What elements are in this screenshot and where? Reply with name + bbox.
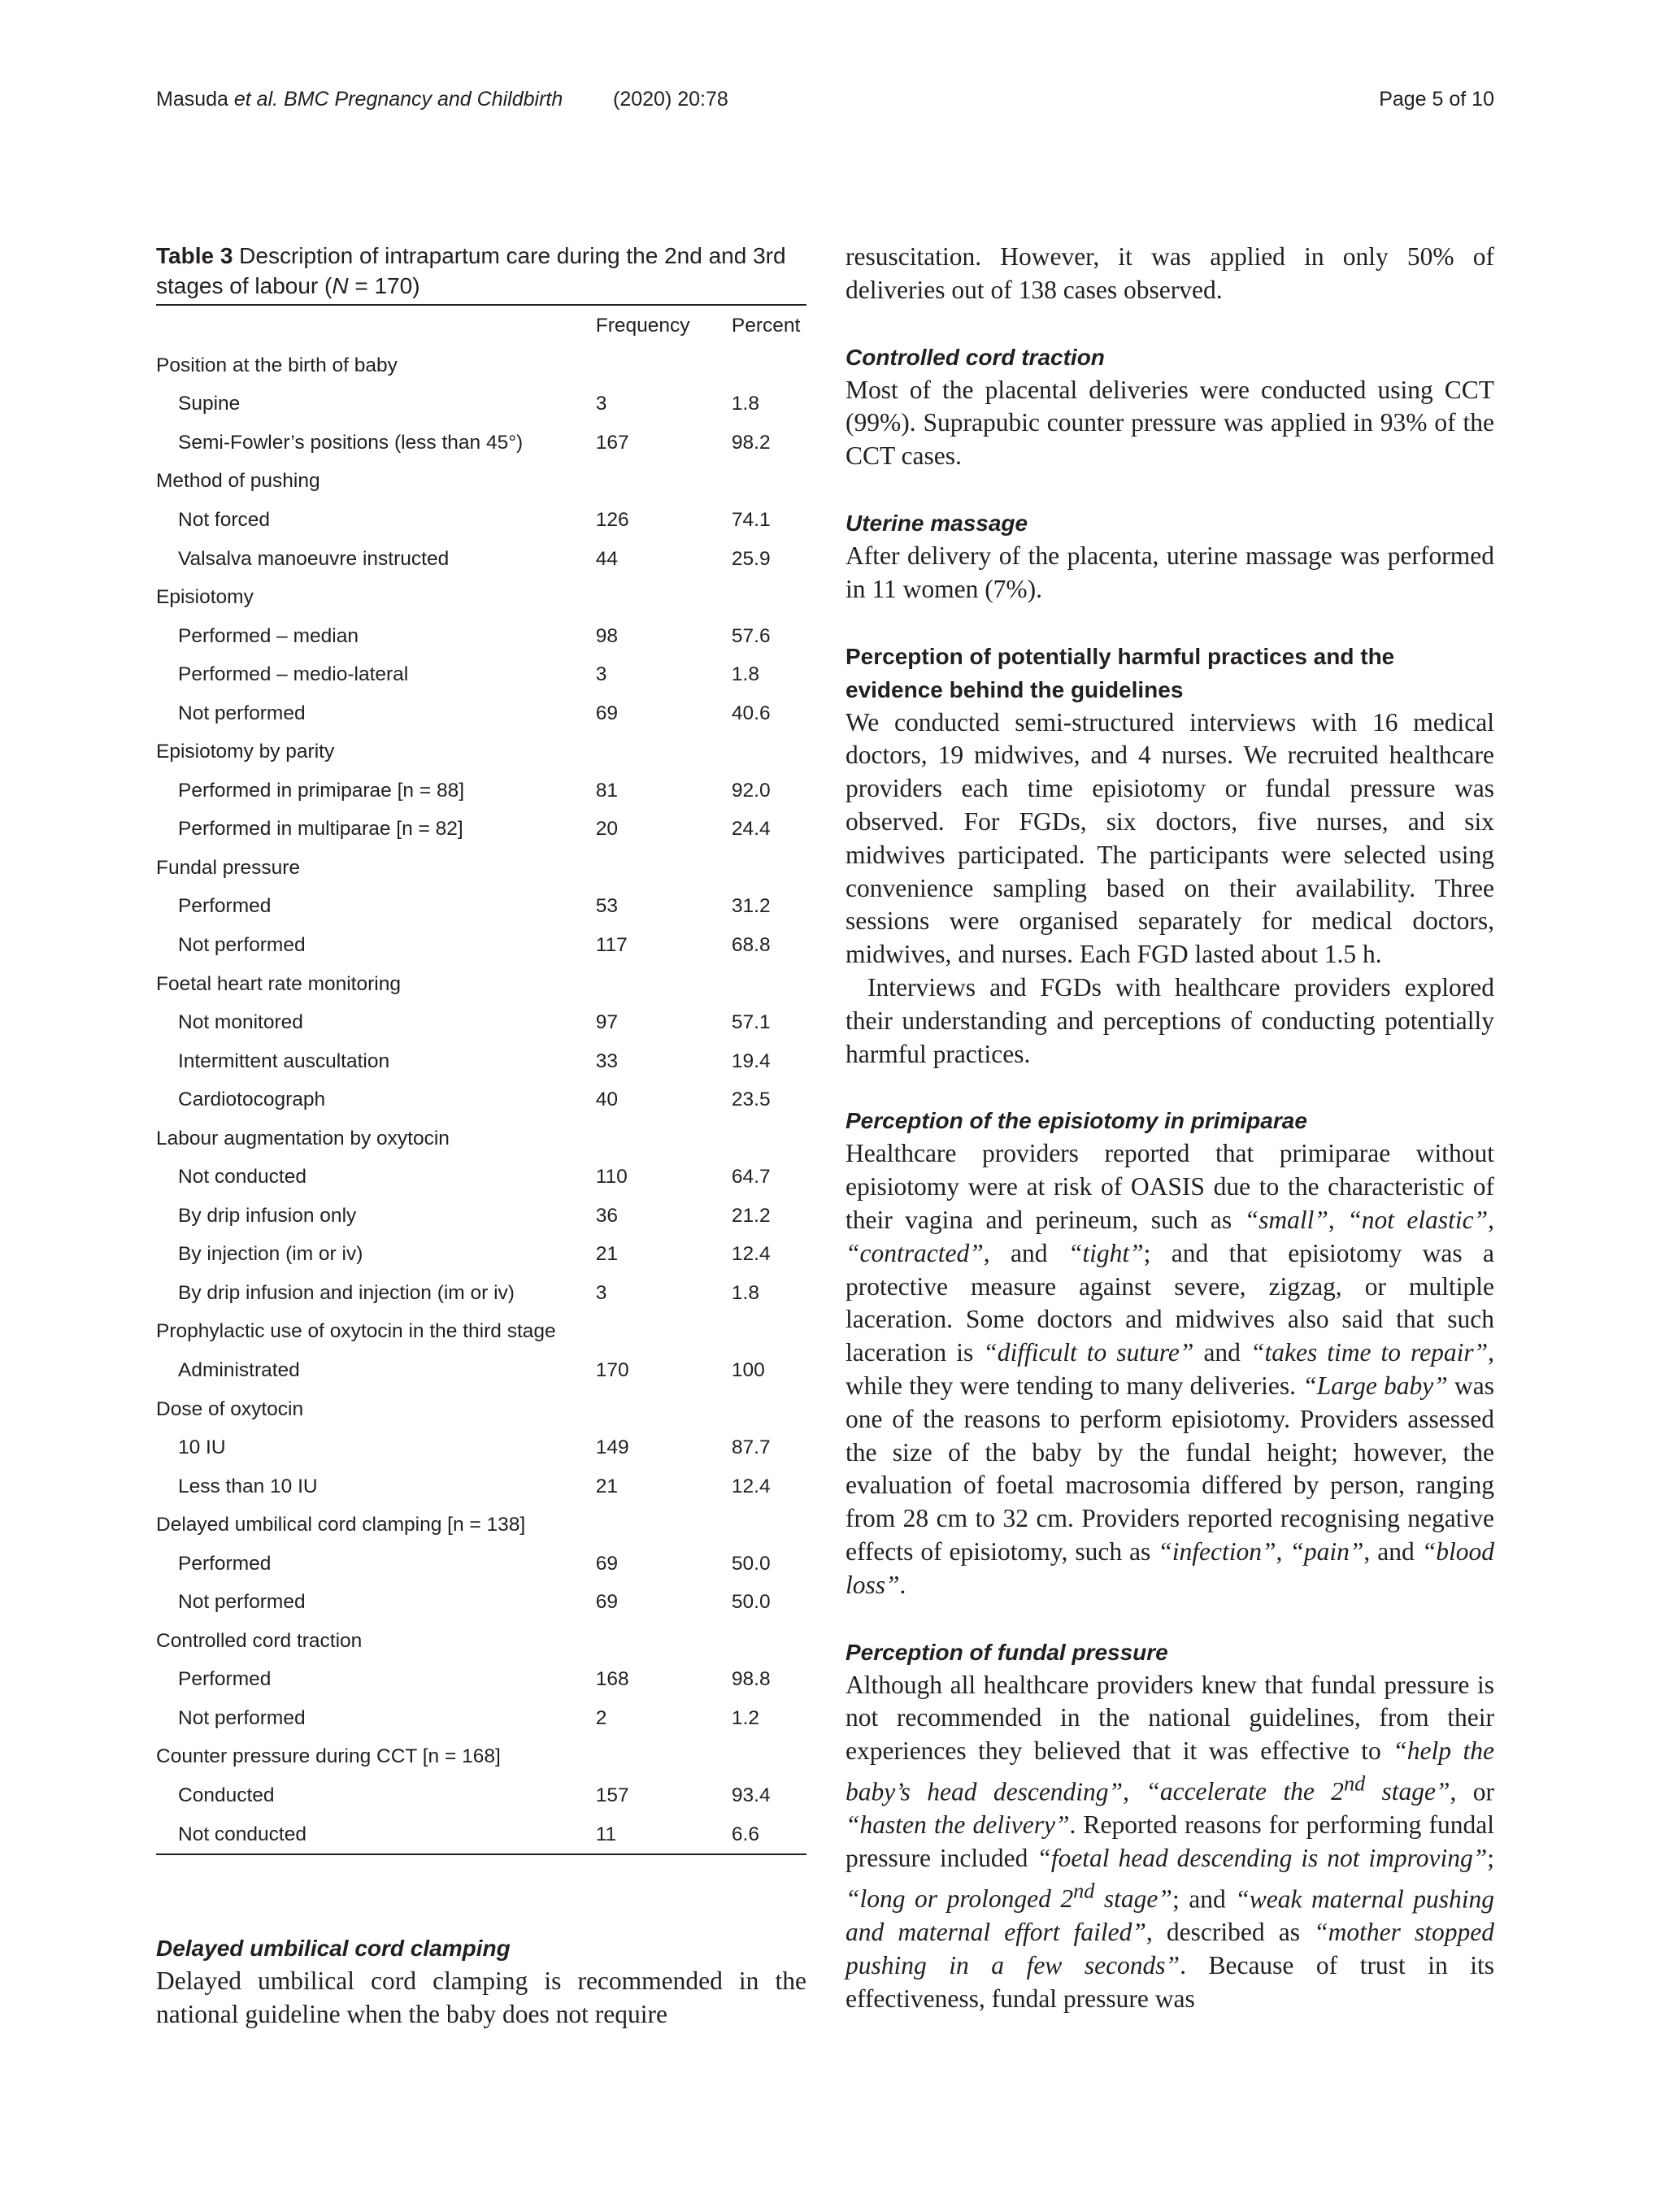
- table-row: [156, 1699, 806, 1738]
- row-percent: 1.2: [731, 1706, 759, 1729]
- paragraph-fundal-pressure: Although all healthcare providers knew that fundal pressure is not recommended in the national guidelines, from their experiences they believed that it was effective to “help the baby’s head descending”, “accelerate the 2nd stage”, or “hasten the delivery”. Reported reasons for performing fundal pressure included “foetal head descending is not improving”; “long or prolonged 2nd stage”; and “weak maternal pushing and maternal effort failed”, described as “mother stopped pushing in a few seconds”. Because of trust in its effectiveness, fundal pressure was: [846, 1670, 1495, 2013]
- row-label: Performed: [178, 1552, 272, 1575]
- table-row: [156, 655, 806, 694]
- row-percent: 31.2: [731, 895, 771, 918]
- row-frequency: 69: [595, 1591, 618, 1614]
- row-percent: [732, 1390, 806, 1429]
- table-group-row: [156, 463, 806, 502]
- row-label: Less than 10 IU: [178, 1475, 318, 1497]
- row-percent: 100: [731, 1358, 765, 1381]
- row-percent: 93.4: [731, 1784, 771, 1806]
- table-row: [156, 501, 806, 540]
- row-label: By injection (im or iv): [178, 1243, 363, 1266]
- page-number: Page 5 of 10: [1379, 88, 1494, 111]
- row-frequency: 69: [595, 702, 618, 724]
- row-label: 10 IU: [178, 1436, 226, 1459]
- heading-fundal-pressure: Perception of fundal pressure: [846, 1639, 1168, 1665]
- row-percent: 12.4: [731, 1475, 771, 1497]
- row-label: Not conducted: [178, 1166, 306, 1189]
- row-frequency: 44: [595, 547, 618, 570]
- row-label: Position at the birth of baby: [156, 354, 398, 376]
- row-percent: [732, 732, 806, 771]
- paragraph-uterine-massage: After delivery of the placenta, uterine massage was performed in 11 women (7%).: [846, 541, 1494, 603]
- row-frequency: [596, 965, 732, 1004]
- row-percent: 23.5: [731, 1089, 771, 1111]
- row-frequency: [596, 1622, 732, 1661]
- row-percent: 98.8: [731, 1668, 771, 1691]
- table-group-row: [156, 849, 806, 888]
- running-header: [156, 88, 1494, 117]
- row-frequency: [596, 732, 732, 771]
- row-label: Administrated: [178, 1358, 300, 1381]
- row-label: Not performed: [178, 1591, 306, 1614]
- row-frequency: 81: [595, 779, 618, 802]
- row-label: Dose of oxytocin: [156, 1397, 304, 1420]
- row-label: Not monitored: [178, 1011, 303, 1034]
- row-percent: [732, 463, 806, 502]
- table-row: [156, 1080, 806, 1119]
- row-percent: 21.2: [731, 1204, 771, 1227]
- row-frequency: [596, 346, 732, 385]
- row-frequency: 33: [595, 1050, 618, 1072]
- row-label: Not performed: [178, 702, 306, 724]
- row-label: Valsalva manoeuvre instructed: [178, 547, 450, 570]
- table-caption: Table 3 Description of intrapartum care during the 2nd and 3rd stages of labour (N = 170): [156, 243, 786, 298]
- row-frequency: 126: [595, 508, 629, 531]
- row-label: Fundal pressure: [156, 856, 301, 879]
- row-percent: [732, 346, 806, 385]
- row-label: Performed – medio-lateral: [178, 663, 409, 686]
- table-row: [156, 540, 806, 579]
- row-percent: 98.2: [731, 431, 771, 454]
- row-percent: [732, 1119, 806, 1158]
- paragraph-delayed-clamping: Delayed umbilical cord clamping is recommended in the national guideline when the baby does not require: [156, 1966, 806, 2028]
- table-group-row: [156, 965, 806, 1004]
- row-percent: [732, 1622, 806, 1661]
- row-frequency: 36: [595, 1204, 618, 1227]
- row-frequency: 168: [595, 1668, 629, 1691]
- row-label: Performed: [178, 895, 272, 918]
- row-frequency: [596, 1738, 732, 1777]
- row-frequency: [596, 463, 732, 502]
- row-label: Controlled cord traction: [156, 1629, 363, 1652]
- row-label: By drip infusion only: [178, 1204, 357, 1227]
- row-percent: [732, 965, 806, 1004]
- heading-episiotomy-perception: Perception of the episiotomy in primiparae: [846, 1108, 1307, 1134]
- row-label: Episiotomy by parity: [156, 741, 335, 763]
- row-percent: 50.0: [731, 1591, 771, 1614]
- row-percent: 1.8: [731, 1281, 759, 1304]
- table-row: [156, 694, 806, 733]
- row-label: Performed in primiparae [n = 88]: [178, 779, 465, 802]
- table-row: [156, 1274, 806, 1313]
- row-label: Prophylactic use of oxytocin in the third stage: [156, 1320, 556, 1343]
- table-header-row: [156, 306, 806, 346]
- table-row: [156, 1351, 806, 1390]
- paragraph-cct: Most of the placental deliveries were conducted using CCT (99%). Suprapubic counter pressure was applied in 93% of the CCT cases.: [846, 375, 1494, 471]
- row-label: Episiotomy: [156, 586, 254, 609]
- row-frequency: 20: [595, 818, 618, 841]
- table-row: [156, 424, 806, 463]
- row-label: Semi-Fowler’s positions (less than 45°): [178, 431, 524, 454]
- row-frequency: 53: [595, 895, 618, 918]
- row-frequency: 98: [595, 624, 618, 647]
- table-body: [156, 306, 806, 1855]
- row-label: Supine: [178, 393, 241, 415]
- row-percent: 40.6: [731, 702, 771, 724]
- table-group-row: [156, 1506, 806, 1545]
- table-3: [156, 241, 806, 1845]
- table-row: [156, 1428, 806, 1467]
- row-frequency: 170: [595, 1358, 629, 1381]
- row-frequency: [596, 849, 732, 888]
- row-label: Labour augmentation by oxytocin: [156, 1127, 450, 1149]
- row-frequency: 40: [595, 1089, 618, 1111]
- row-label: Not performed: [178, 1706, 306, 1729]
- row-label: Delayed umbilical cord clamping [n = 138]: [156, 1514, 526, 1536]
- row-frequency: 3: [595, 663, 607, 686]
- row-label: Performed: [178, 1668, 272, 1691]
- row-percent: 19.4: [731, 1050, 771, 1072]
- table-row: [156, 385, 806, 424]
- row-frequency: [596, 1506, 732, 1545]
- heading-uterine-massage: Uterine massage: [846, 510, 1028, 536]
- table-row: [156, 1584, 806, 1623]
- row-label: Intermittent auscultation: [178, 1050, 390, 1072]
- table-group-row: [156, 1622, 806, 1661]
- table-group-row: [156, 1119, 806, 1158]
- row-label: By drip infusion and injection (im or iv): [178, 1281, 515, 1304]
- table-group-row: [156, 732, 806, 771]
- row-label: Conducted: [178, 1784, 275, 1806]
- row-frequency: 110: [595, 1166, 628, 1189]
- row-frequency: 3: [595, 1281, 607, 1304]
- row-frequency: 97: [595, 1011, 618, 1034]
- row-label: Method of pushing: [156, 470, 320, 493]
- table-row: [156, 1467, 806, 1506]
- row-frequency: 149: [595, 1436, 629, 1459]
- table-row: [156, 1042, 806, 1081]
- row-frequency: 21: [595, 1475, 618, 1497]
- volume-info: (2020) 20:78: [613, 88, 728, 111]
- row-label: Performed in multiparae [n = 82]: [178, 818, 463, 841]
- table-row: [156, 888, 806, 927]
- table-row: [156, 810, 806, 850]
- row-percent: 74.1: [731, 508, 771, 531]
- table-row: [156, 617, 806, 656]
- row-frequency: [596, 1313, 732, 1352]
- row-percent: 64.7: [731, 1166, 771, 1189]
- paragraph-perception-1: We conducted semi-structured interviews with 16 medical doctors, 19 midwives, and 4 nurses. We recruited healthcare providers each time episiotomy or fundal pressure was observed. For FGDs, six doctors, five nurses, and six midwives participated. The participants were selected using convenience sampling based on their availability. Three sessions were organised separately for medical doctors, midwives, and nurses. Each FGD lasted about 1.5 h.: [846, 707, 1494, 969]
- table-group-row: [156, 346, 806, 385]
- row-label: Foetal heart rate monitoring: [156, 972, 401, 995]
- row-frequency: [596, 1390, 732, 1429]
- heading-cct: Controlled cord traction: [846, 344, 1105, 370]
- row-percent: 1.8: [731, 663, 759, 686]
- row-label: Counter pressure during CCT [n = 168]: [156, 1745, 501, 1768]
- col-header-percent: Percent: [731, 315, 801, 337]
- row-label: Performed – median: [178, 624, 359, 647]
- row-percent: 25.9: [731, 547, 771, 570]
- row-frequency: 11: [596, 1815, 732, 1855]
- row-percent: 57.6: [731, 624, 771, 647]
- row-frequency: [596, 1119, 732, 1158]
- col-header-frequency: Frequency: [595, 315, 690, 337]
- table-row: [156, 1661, 806, 1700]
- table-group-row: [156, 1313, 806, 1352]
- row-label: Not conducted: [156, 1815, 596, 1855]
- row-frequency: 167: [595, 431, 629, 454]
- row-frequency: 2: [595, 1706, 607, 1729]
- row-frequency: 157: [595, 1784, 629, 1806]
- row-percent: 68.8: [731, 933, 771, 956]
- table-row: [156, 1815, 806, 1855]
- table-row: [156, 1236, 806, 1275]
- row-percent: [732, 578, 806, 617]
- row-percent: 24.4: [731, 818, 771, 841]
- heading-delayed-clamping: Delayed umbilical cord clamping: [156, 1936, 511, 1961]
- row-percent: 57.1: [731, 1011, 771, 1034]
- table-row: [156, 1003, 806, 1042]
- table-group-row: [156, 1738, 806, 1777]
- paragraph-perception-2: Interviews and FGDs with healthcare providers explored their understanding and perceptions of conducting potentially harmful practices.: [846, 972, 1494, 1068]
- table-row: [156, 1197, 806, 1236]
- row-label: Cardiotocograph: [178, 1089, 326, 1111]
- row-percent: [732, 1313, 806, 1352]
- row-percent: 92.0: [731, 779, 771, 802]
- row-frequency: 21: [595, 1243, 618, 1266]
- row-label: Not forced: [178, 508, 271, 531]
- table-group-row: [156, 578, 806, 617]
- table-row: [156, 771, 806, 810]
- left-column-text: [156, 1932, 806, 2032]
- row-percent: 50.0: [731, 1552, 771, 1575]
- row-percent: [732, 849, 806, 888]
- row-percent: 1.8: [731, 393, 759, 415]
- table-row: [156, 1776, 806, 1815]
- row-percent: [732, 1506, 806, 1545]
- row-percent: 6.6: [732, 1815, 806, 1855]
- row-frequency: [596, 578, 732, 617]
- right-column-text: [846, 241, 1494, 2015]
- table-row: [156, 1158, 806, 1197]
- row-frequency: 117: [595, 933, 628, 956]
- table-row: [156, 926, 806, 965]
- table-row: [156, 1545, 806, 1584]
- row-percent: 87.7: [731, 1436, 771, 1459]
- heading-perception: Perception of potentially harmful practices and the evidence behind the guidelines: [846, 643, 1395, 702]
- paragraph-continued: resuscitation. However, it was applied in only 50% of deliveries out of 138 cases observed.: [846, 242, 1494, 304]
- row-frequency: 69: [595, 1552, 618, 1575]
- paragraph-episiotomy-perception: Healthcare providers reported that primiparae without episiotomy were at risk of OASIS due to the characteristic of their vagina and perineum, such as “small”, “not elastic”, “contracted”, and “tight”; and that episiotomy was a protective measure against severe, zigzag, or multiple laceration. Some doctors and midwives also said that such laceration is “difficult to suture” and “takes time to repair”, while they were tending to many deliveries. “Large baby” was one of the reasons to perform episiotomy. Providers assessed the size of the baby by the fundal height; however, the evaluation of foetal macrosomia differed by person, ranging from 28 cm to 32 cm. Providers reported recognising negative effects of episiotomy, such as “infection”, “pain”, and “blood loss”.: [846, 1139, 1495, 1599]
- table-group-row: [156, 1390, 806, 1429]
- row-percent: 12.4: [731, 1243, 771, 1266]
- row-percent: [732, 1738, 806, 1777]
- row-frequency: 3: [595, 393, 607, 415]
- journal-citation: Masuda et al. BMC Pregnancy and Childbirth: [156, 88, 563, 111]
- row-label: Not performed: [178, 933, 306, 956]
